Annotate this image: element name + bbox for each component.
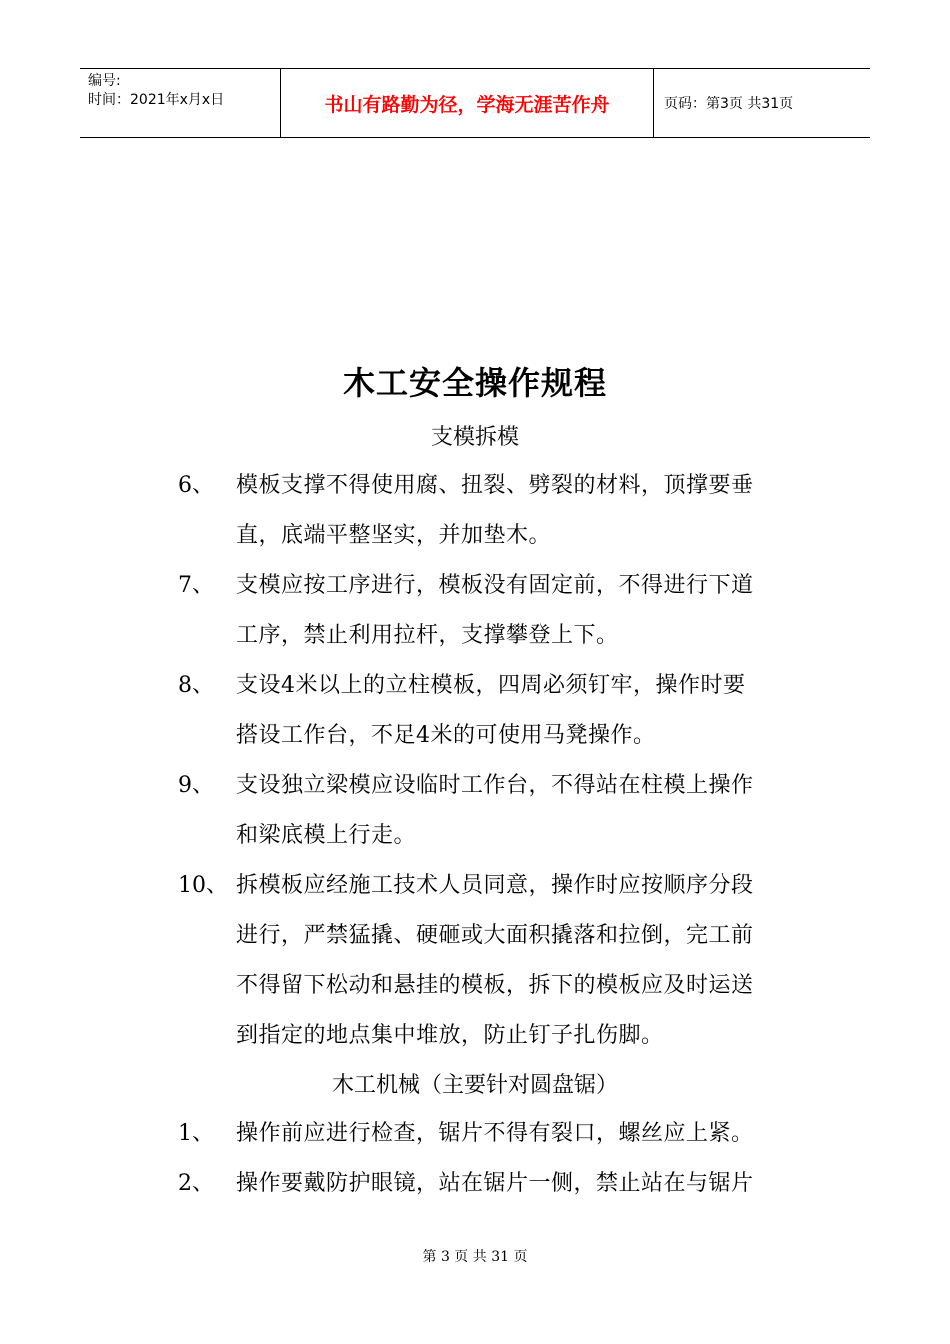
- list-item-number: 1、: [178, 1121, 214, 1146]
- list-item-text-line: 支设4米以上的立柱模板，四周必须钉牢，操作时要: [236, 673, 746, 698]
- list-item-text-line: 直，底端平整坚实，并加垫木。: [236, 523, 552, 548]
- list-item-text-line: 支模应按工序进行，模板没有固定前，不得进行下道: [236, 573, 754, 598]
- list-item-text-line: 支设独立梁模应设临时工作台，不得站在柱模上操作: [236, 773, 754, 798]
- document-title: 木工安全操作规程: [342, 364, 607, 402]
- header-table: [80, 68, 870, 138]
- list-item-text-line: 拆模板应经施工技术人员同意，操作时应按顺序分段: [236, 873, 754, 898]
- list-item-number: 9、: [178, 773, 214, 798]
- document-number-label: 编号:: [88, 73, 121, 89]
- list-item-number: 6、: [178, 473, 214, 498]
- list-item-text-line: 模板支撑不得使用腐、扭裂、劈裂的材料，顶撑要垂: [236, 473, 754, 498]
- list-item-text-line: 不得留下松动和悬挂的模板，拆下的模板应及时运送: [236, 973, 754, 998]
- list-item-number: 10、: [178, 873, 228, 898]
- section-heading-machinery: 木工机械（主要针对圆盘锯）: [331, 1073, 618, 1098]
- header-motto: 书山有路勤为径，学海无涯苦作舟: [281, 69, 654, 137]
- list-item-text-line: 操作要戴防护眼镜，站在锯片一侧，禁止站在与锯片: [236, 1171, 754, 1196]
- list-item-text-line: 和梁底模上行走。: [236, 823, 417, 848]
- list-item-text-line: 进行，严禁猛撬、硬砸或大面积撬落和拉倒，完工前: [236, 923, 754, 948]
- list-item-number: 8、: [178, 673, 214, 698]
- document-time-label: 时间：2021年x月x日: [88, 92, 225, 108]
- list-item-text-line: 到指定的地点集中堆放，防止钉子扎伤脚。: [236, 1023, 664, 1048]
- list-item-text-line: 搭设工作台，不足4米的可使用马凳操作。: [236, 723, 656, 748]
- list-item-text-line: 操作前应进行检查，锯片不得有裂口，螺丝应上紧。: [236, 1121, 754, 1146]
- page-footer: 第 3 页 共 31 页: [422, 1249, 528, 1265]
- header-meta-cell: [80, 69, 281, 137]
- list-item-number: 2、: [178, 1171, 214, 1196]
- section-heading-formwork: 支模拆模: [430, 425, 519, 450]
- header-page-info: 页码：第3页 共31页: [664, 96, 794, 112]
- list-item-text-line: 工序，禁止利用拉杆，支撑攀登上下。: [236, 623, 619, 648]
- list-item-number: 7、: [178, 573, 214, 598]
